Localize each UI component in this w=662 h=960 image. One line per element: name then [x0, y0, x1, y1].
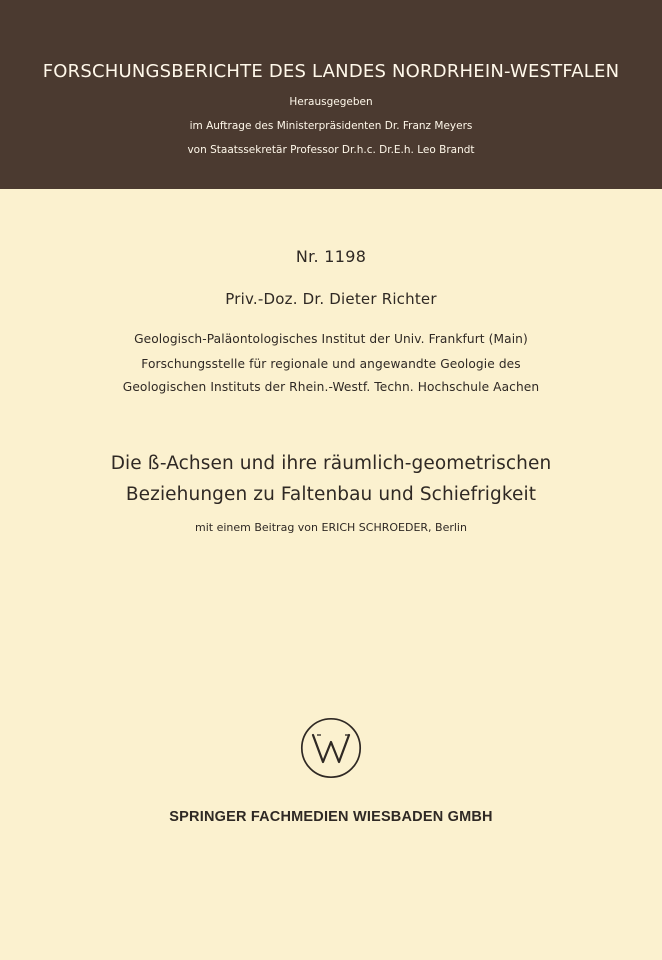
series-header: [0, 0, 662, 189]
affiliation-line: Geologischen Instituts der Rhein.-Westf. Techn. Hochschule Aachen: [122, 380, 540, 394]
secretary-line: von Staatssekretär Professor Dr.h.c. Dr.E.h. Leo Brandt: [187, 144, 475, 156]
commission-line: im Auftrage des Ministerpräsidenten Dr. Franz Meyers: [189, 120, 473, 132]
publisher-note: Herausgegeben: [289, 96, 373, 108]
book-title-line: Die ß-Achsen und ihre räumlich-geometrischen: [110, 453, 552, 474]
cover-content: [0, 189, 662, 960]
contribution-note: mit einem Beitrag von ERICH SCHROEDER, Berlin: [195, 521, 467, 534]
author-name: Priv.-Doz. Dr. Dieter Richter: [225, 290, 437, 308]
book-title-line: Beziehungen zu Faltenbau und Schiefrigkeit: [125, 484, 537, 505]
wv-circle-logo-icon: [300, 717, 362, 779]
series-title: FORSCHUNGSBERICHTE DES LANDES NORDRHEIN-WESTFALEN: [42, 61, 620, 82]
affiliation-line: Geologisch-Paläontologisches Institut der Univ. Frankfurt (Main): [134, 332, 528, 346]
publisher-name: SPRINGER FACHMEDIEN WIESBADEN GMBH: [169, 809, 493, 825]
issue-number: Nr. 1198: [295, 247, 367, 266]
affiliation-line: Forschungsstelle für regionale und angewandte Geologie des: [141, 357, 521, 371]
